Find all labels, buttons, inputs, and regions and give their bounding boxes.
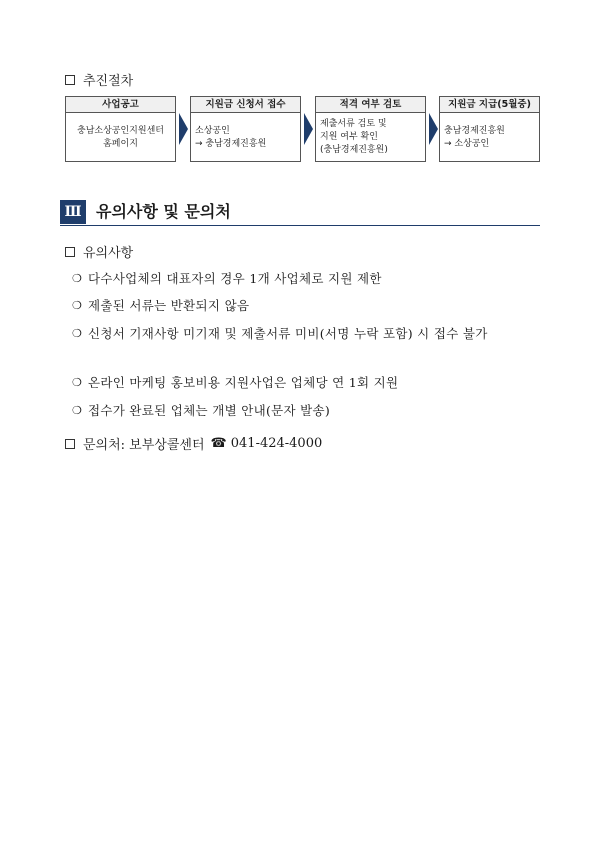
flow-step-3	[315, 96, 426, 162]
list-item-text: 제출된 서류는 반환되지 않음	[88, 298, 250, 313]
list-item	[72, 323, 542, 344]
section-number-badge: Ⅲ	[60, 200, 86, 224]
flow-step-line: 홈페이지	[103, 138, 138, 149]
chevron-right-icon	[304, 113, 313, 145]
circle-bullet-icon: ❍	[72, 404, 82, 417]
checkbox-square-icon	[65, 75, 75, 85]
contact-line	[65, 434, 322, 453]
flow-step-title: 적격 여부 검토	[316, 97, 425, 113]
notes-heading	[65, 242, 133, 261]
flow-step-line: → 충남경제진흥원	[195, 138, 267, 149]
notes-heading-text: 유의사항	[83, 246, 134, 261]
chevron-right-icon	[179, 113, 188, 145]
circle-bullet-icon: ❍	[72, 299, 82, 312]
flow-step-title: 지원금 신청서 접수	[191, 97, 300, 113]
section-title: 유의사항 및 문의처	[96, 202, 231, 221]
flow-step-line: 충남경제진흥원	[444, 125, 505, 136]
flow-step-line: 제출서류 검토 및	[320, 119, 387, 129]
section-underline	[60, 225, 540, 226]
flow-step-4	[439, 96, 540, 162]
list-item-text: 접수가 완료된 업체는 개별 안내(문자 발송)	[88, 403, 331, 418]
flow-step-title: 지원금 지급(5월중)	[440, 97, 539, 113]
list-item-text: 온라인 마케팅 홍보비용 지원사업은 업체당 연 1회 지원	[88, 375, 399, 390]
flow-step-title: 사업공고	[66, 97, 175, 113]
checkbox-square-icon	[65, 247, 75, 257]
list-item-text: 다수사업체의 대표자의 경우 1개 사업체로 지원 제한	[88, 271, 382, 286]
phone-icon: ☎	[210, 436, 227, 451]
contact-label: 문의처: 보부상콜센터	[83, 438, 205, 453]
procedure-heading	[65, 70, 133, 89]
contact-phone: 041-424-4000	[230, 436, 323, 451]
list-item	[72, 268, 542, 289]
procedure-flow	[65, 96, 540, 162]
flow-step-2	[190, 96, 301, 162]
circle-bullet-icon: ❍	[72, 376, 82, 389]
list-item	[72, 295, 542, 316]
flow-step-line: 충남소상공인지원센터	[77, 125, 164, 136]
procedure-heading-text: 추진절차	[83, 74, 134, 89]
flow-step-line: 지원 여부 확인	[320, 132, 378, 142]
list-item	[72, 400, 542, 421]
flow-step-1	[65, 96, 176, 162]
list-item-text: 신청서 기재사항 미기재 및 제출서류 미비(서명 누락 포함) 시 접수 불가	[88, 326, 488, 341]
checkbox-square-icon	[65, 439, 75, 449]
circle-bullet-icon: ❍	[72, 272, 82, 285]
list-item	[72, 372, 542, 393]
flow-step-line: → 소상공인	[444, 138, 490, 149]
flow-step-line: 소상공인	[195, 125, 230, 136]
flow-step-line: (충남경제진흥원)	[320, 145, 388, 155]
circle-bullet-icon: ❍	[72, 327, 82, 340]
chevron-right-icon	[429, 113, 438, 145]
